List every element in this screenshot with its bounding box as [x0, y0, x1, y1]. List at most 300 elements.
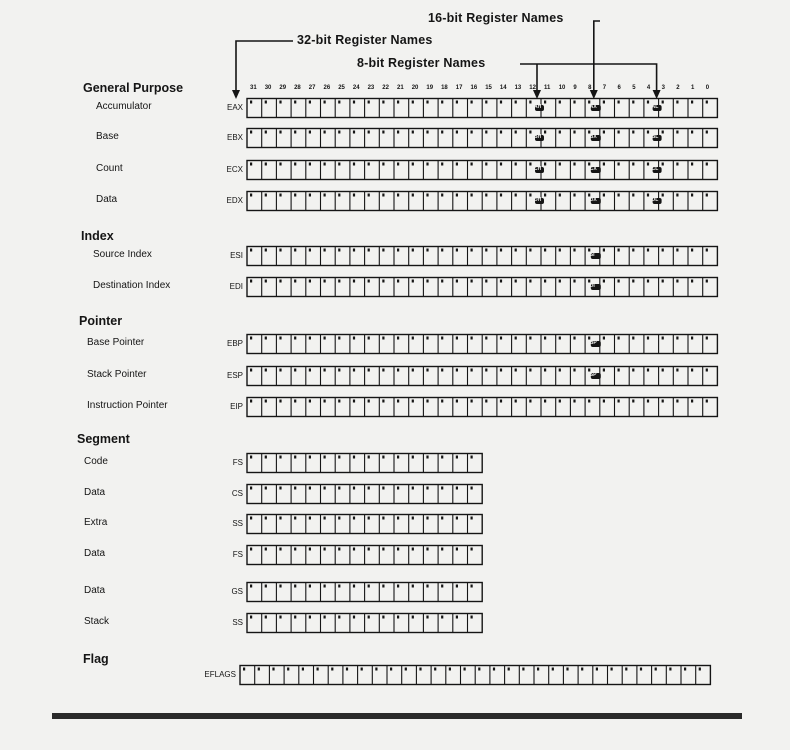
- index-row-1-register-bit-tick: [544, 249, 546, 252]
- pointer-row-2-register-bit-tick: [294, 369, 296, 372]
- callout-8-bit-names: 8-bit Register Names: [357, 56, 486, 70]
- general-purpose-row-1-register-bit-tick: [529, 101, 531, 104]
- general-purpose-row-4-register-name: EDX: [226, 196, 243, 205]
- segment-row-5-register-bit-tick: [294, 585, 296, 588]
- pointer-row-3-register-bit-tick: [618, 400, 620, 403]
- bit-number-label: 1: [691, 85, 695, 91]
- general-purpose-row-1-register-bit-tick: [515, 101, 517, 104]
- segment-row-3-register-bit-tick: [324, 517, 326, 520]
- general-purpose-row-3-register-bit-tick: [324, 163, 326, 166]
- general-purpose-row-4-register-bit-tick: [250, 194, 252, 197]
- pointer-row-3-register-bit-tick: [412, 400, 414, 403]
- general-purpose-row-2-register-bit-tick: [426, 131, 428, 134]
- general-purpose-row-4-register-bit-tick: [500, 194, 502, 197]
- bit-number-label: 6: [617, 85, 621, 91]
- segment-row-3-register-bit-tick: [397, 517, 399, 520]
- index-row-1-register-bit-tick: [412, 249, 414, 252]
- pointer-row-3-register-bit-tick: [471, 400, 473, 403]
- general-purpose-row-3-register-bit-tick: [485, 163, 487, 166]
- index-row-2-register-bit-tick: [265, 280, 267, 283]
- segment-row-1-register-bit-tick: [382, 456, 384, 459]
- flag-row-1-register-bit-tick: [478, 668, 480, 671]
- segment-row-5-register-bit-tick: [412, 585, 414, 588]
- index-row-1-register-bit-tick: [618, 249, 620, 252]
- 8bit-leader-arrow-high: [533, 90, 541, 99]
- flag-row-1-register-bit-tick: [272, 668, 274, 671]
- general-purpose-row-4-register-bit-tick: [324, 194, 326, 197]
- flag-row-1-register-bit-tick: [361, 668, 363, 671]
- index-row-1-register-bit-tick: [691, 249, 693, 252]
- general-purpose-row-4-register-bit-tick: [397, 194, 399, 197]
- flag-row-1-register-bit-tick: [287, 668, 289, 671]
- pointer-row-1-register-bit-tick: [544, 337, 546, 340]
- flag-row-1-register-bit-tick: [258, 668, 260, 671]
- pointer-row-3-register-bit-tick: [515, 400, 517, 403]
- pointer-row-3-register-bit-tick: [573, 400, 575, 403]
- footer-rule: [52, 713, 742, 719]
- general-purpose-row-2-register-bit-tick: [412, 131, 414, 134]
- bit-number-label: 5: [632, 85, 636, 91]
- flag-row-1-register-bit-tick: [581, 668, 583, 671]
- general-purpose-row-1-register-bit-tick: [441, 101, 443, 104]
- segment-row-2-register-bit-tick: [471, 487, 473, 490]
- general-purpose-row-2-register-bit-tick: [618, 131, 620, 134]
- general-purpose-row-1-register-bit-tick: [471, 101, 473, 104]
- index-row-2-register-bit-tick: [515, 280, 517, 283]
- pointer-row-3-register-bit-tick: [456, 400, 458, 403]
- flag-row-1-register-bit-tick: [493, 668, 495, 671]
- general-purpose-row-1-register-bit-tick: [632, 101, 634, 104]
- pointer-row-1-label: Base Pointer: [87, 337, 145, 348]
- segment-row-5-register-bit-tick: [382, 585, 384, 588]
- general-purpose-row-4-register-bit-tick: [544, 194, 546, 197]
- pointer-row-2-register-bit-tick: [706, 369, 708, 372]
- bit-number-label: 16: [470, 85, 478, 91]
- general-purpose-row-1-register-bit-tick: [309, 101, 311, 104]
- general-purpose-row-2-register-bit-tick: [471, 131, 473, 134]
- segment-row-4-register-bit-tick: [353, 548, 355, 551]
- general-purpose-row-4-register-bit-tick: [309, 194, 311, 197]
- general-purpose-row-1-register-bit-tick: [706, 101, 708, 104]
- flag-row-1-register-bit-tick: [508, 668, 510, 671]
- general-purpose-row-4-register-bit-tick: [662, 194, 664, 197]
- pointer-row-1-register-bit-tick: [412, 337, 414, 340]
- flag-row-1-register-bit-tick: [596, 668, 598, 671]
- general-purpose-row-1-register-bit-tick: [279, 101, 281, 104]
- segment-row-5-register-bit-tick: [426, 585, 428, 588]
- flag-row-1-register-bit-tick: [625, 668, 627, 671]
- bit-number-label: 7: [602, 85, 607, 91]
- bit-number-label: 4: [646, 85, 651, 91]
- pointer-row-2-register-bit-tick: [485, 369, 487, 372]
- pointer-row-2-register-bit-tick: [544, 369, 546, 372]
- bit-number-label: 10: [558, 85, 566, 91]
- index-row-2-register-bit-tick: [368, 280, 370, 283]
- general-purpose-row-3-register-bit-tick: [515, 163, 517, 166]
- pointer-row-1-register-bit-tick: [368, 337, 370, 340]
- general-purpose-row-4-label: Data: [96, 194, 118, 205]
- pointer-row-2-16bit-name: SP: [589, 372, 597, 378]
- general-purpose-row-1-register-bit-tick: [573, 101, 575, 104]
- 8bit-leader-line: [520, 64, 657, 96]
- index-row-1-register-bit-tick: [426, 249, 428, 252]
- general-purpose-row-2-label: Base: [96, 131, 119, 142]
- bit-number-label: 2: [676, 85, 680, 91]
- index-row-1-register-bit-tick: [441, 249, 443, 252]
- segment-row-6-register-bit-tick: [456, 616, 458, 619]
- segment-row-5-register-bit-tick: [324, 585, 326, 588]
- segment-row-1-register-bit-tick: [353, 456, 355, 459]
- segment-row-4-register-bit-tick: [265, 548, 267, 551]
- segment-row-1-register-name: FS: [232, 458, 243, 467]
- general-purpose-row-3-register-name: ECX: [226, 165, 243, 174]
- general-purpose-row-4-register-bit-tick: [485, 194, 487, 197]
- segment-row-5-register-bit-tick: [456, 585, 458, 588]
- pointer-row-1-register-bit-tick: [662, 337, 664, 340]
- flag-row-1-register-bit-tick: [419, 668, 421, 671]
- segment-row-6-register-bit-tick: [294, 616, 296, 619]
- general-purpose-row-3-register-bit-tick: [618, 163, 620, 166]
- pointer-row-1-register-bit-tick: [353, 337, 355, 340]
- segment-row-1-register-bit-tick: [265, 456, 267, 459]
- pointer-row-2-register-bit-tick: [603, 369, 605, 372]
- segment-row-6-register-bit-tick: [471, 616, 473, 619]
- general-purpose-row-2-register-bit-tick: [662, 131, 664, 134]
- pointer-row-1-register-bit-tick: [441, 337, 443, 340]
- section-title-segment: Segment: [77, 432, 130, 446]
- pointer-row-2-register-bit-tick: [353, 369, 355, 372]
- general-purpose-row-2-register-bit-tick: [691, 131, 693, 134]
- general-purpose-row-2-register-bit-tick: [559, 131, 561, 134]
- segment-row-4-register-bit-tick: [382, 548, 384, 551]
- general-purpose-row-4-register-bit-tick: [279, 194, 281, 197]
- general-purpose-row-2-register-bit-tick: [515, 131, 517, 134]
- section-title-general-purpose: General Purpose: [83, 81, 184, 95]
- index-row-1-register-bit-tick: [706, 249, 708, 252]
- segment-row-6-register-bit-tick: [279, 616, 281, 619]
- general-purpose-row-4-register-bit-tick: [441, 194, 443, 197]
- 16bit-leader-line: [594, 21, 600, 96]
- pointer-row-1-register-bit-tick: [529, 337, 531, 340]
- index-row-2-register-bit-tick: [324, 280, 326, 283]
- pointer-row-1-register-bit-tick: [471, 337, 473, 340]
- pointer-row-3-register-bit-tick: [691, 400, 693, 403]
- pointer-row-1-register-bit-tick: [500, 337, 502, 340]
- index-row-1-register-bit-tick: [471, 249, 473, 252]
- general-purpose-row-3-register-bit-tick: [279, 163, 281, 166]
- pointer-row-2-register-bit-tick: [412, 369, 414, 372]
- index-row-1-register-bit-tick: [515, 249, 517, 252]
- pointer-row-2-register-bit-tick: [500, 369, 502, 372]
- general-purpose-row-3-register-bit-tick: [294, 163, 296, 166]
- segment-row-3-register-bit-tick: [338, 517, 340, 520]
- general-purpose-row-2-register-bit-tick: [368, 131, 370, 134]
- pointer-row-3-register-bit-tick: [662, 400, 664, 403]
- general-purpose-row-3-label: Count: [96, 163, 123, 174]
- index-row-2-register-bit-tick: [632, 280, 634, 283]
- segment-row-1-register-bit-tick: [426, 456, 428, 459]
- pointer-row-3-register-bit-tick: [603, 400, 605, 403]
- general-purpose-row-3-register-bit-tick: [397, 163, 399, 166]
- general-purpose-row-2-register-bit-tick: [382, 131, 384, 134]
- flag-row-1-register-bit-tick: [243, 668, 245, 671]
- segment-row-3-register-bit-tick: [382, 517, 384, 520]
- pointer-row-3-register-bit-tick: [250, 400, 252, 403]
- index-row-2-register-bit-tick: [603, 280, 605, 283]
- segment-row-5-register-bit-tick: [353, 585, 355, 588]
- pointer-row-3-register-bit-tick: [426, 400, 428, 403]
- pointer-row-1-register-bit-tick: [485, 337, 487, 340]
- segment-row-2-register-bit-tick: [324, 487, 326, 490]
- general-purpose-row-4-register-bit-tick: [603, 194, 605, 197]
- flag-row-1-register-bit-tick: [566, 668, 568, 671]
- general-purpose-row-3-register-bit-tick: [309, 163, 311, 166]
- pointer-row-2-register-bit-tick: [573, 369, 575, 372]
- pointer-row-2-register-bit-tick: [309, 369, 311, 372]
- segment-row-3-register-bit-tick: [441, 517, 443, 520]
- pointer-row-1-register-bit-tick: [618, 337, 620, 340]
- general-purpose-row-3-high8-name: CH: [534, 166, 542, 172]
- index-row-1-register-bit-tick: [338, 249, 340, 252]
- section-title-index: Index: [81, 229, 114, 243]
- index-row-1-16bit-name: SI: [589, 252, 595, 258]
- segment-row-5-register-name: GS: [231, 587, 243, 596]
- section-title-pointer: Pointer: [79, 314, 123, 328]
- general-purpose-row-4-register-bit-tick: [632, 194, 634, 197]
- pointer-row-1-register-bit-tick: [382, 337, 384, 340]
- general-purpose-row-4-register-bit-tick: [294, 194, 296, 197]
- index-row-1-register-bit-tick: [573, 249, 575, 252]
- index-row-2-register-bit-tick: [412, 280, 414, 283]
- general-purpose-row-1-register-bit-tick: [324, 101, 326, 104]
- general-purpose-row-3-register-bit-tick: [691, 163, 693, 166]
- segment-row-6-register-bit-tick: [426, 616, 428, 619]
- 32bit-leader-arrow: [232, 90, 240, 99]
- general-purpose-row-2-register-bit-tick: [324, 131, 326, 134]
- pointer-row-3-register-bit-tick: [544, 400, 546, 403]
- segment-row-2-register-bit-tick: [426, 487, 428, 490]
- general-purpose-row-2-register-bit-tick: [706, 131, 708, 134]
- bit-number-label: 11: [544, 85, 551, 91]
- index-row-1-register-bit-tick: [647, 249, 649, 252]
- segment-row-5-register-bit-tick: [471, 585, 473, 588]
- general-purpose-row-4-register-bit-tick: [515, 194, 517, 197]
- general-purpose-row-2-register-bit-tick: [632, 131, 634, 134]
- general-purpose-row-4-high8-name: DH: [534, 197, 542, 203]
- general-purpose-row-3-register-bit-tick: [471, 163, 473, 166]
- pointer-row-3-register-bit-tick: [309, 400, 311, 403]
- segment-row-4-register-bit-tick: [324, 548, 326, 551]
- general-purpose-row-2-register-bit-tick: [309, 131, 311, 134]
- segment-row-1-label: Code: [84, 456, 108, 467]
- segment-row-3-register-name: SS: [232, 519, 243, 528]
- bit-number-label: 30: [264, 85, 272, 91]
- flag-row-1-register-bit-tick: [317, 668, 319, 671]
- pointer-row-1-register-bit-tick: [309, 337, 311, 340]
- segment-row-1-register-bit-tick: [441, 456, 443, 459]
- segment-row-2-register-bit-tick: [250, 487, 252, 490]
- general-purpose-row-1-register-bit-tick: [676, 101, 678, 104]
- index-row-1-register-bit-tick: [559, 249, 561, 252]
- pointer-row-1-register-bit-tick: [265, 337, 267, 340]
- index-row-1-register-bit-tick: [265, 249, 267, 252]
- segment-row-6-register-bit-tick: [324, 616, 326, 619]
- general-purpose-row-1-register-bit-tick: [250, 101, 252, 104]
- 8bit-leader-arrow-low: [653, 90, 661, 99]
- index-row-2-register-bit-tick: [485, 280, 487, 283]
- index-row-2-register-bit-tick: [676, 280, 678, 283]
- index-row-1-register-bit-tick: [382, 249, 384, 252]
- segment-row-2-register-bit-tick: [441, 487, 443, 490]
- general-purpose-row-1-register-bit-tick: [559, 101, 561, 104]
- segment-row-3-register-bit-tick: [265, 517, 267, 520]
- segment-row-4-register-bit-tick: [426, 548, 428, 551]
- segment-row-4-register-bit-tick: [456, 548, 458, 551]
- section-title-flag: Flag: [83, 652, 109, 666]
- segment-row-5-register-bit-tick: [309, 585, 311, 588]
- segment-row-3-register-bit-tick: [294, 517, 296, 520]
- segment-row-1-register-bit-tick: [412, 456, 414, 459]
- segment-row-2-register-bit-tick: [353, 487, 355, 490]
- flag-row-1-register-name: EFLAGS: [204, 670, 236, 679]
- bit-number-label: 8: [588, 85, 592, 91]
- flag-row-1-register-bit-tick: [302, 668, 304, 671]
- general-purpose-row-2-register-bit-tick: [544, 131, 546, 134]
- general-purpose-row-3-register-bit-tick: [632, 163, 634, 166]
- segment-row-6-register-bit-tick: [265, 616, 267, 619]
- general-purpose-row-3-register-bit-tick: [456, 163, 458, 166]
- segment-row-3-label: Extra: [84, 517, 108, 528]
- index-row-2-register-bit-tick: [647, 280, 649, 283]
- general-purpose-row-1-register-bit-tick: [603, 101, 605, 104]
- segment-row-5-register-bit-tick: [338, 585, 340, 588]
- pointer-row-2-register-bit-tick: [559, 369, 561, 372]
- segment-row-4-register-bit-tick: [368, 548, 370, 551]
- pointer-row-2-label: Stack Pointer: [87, 369, 147, 380]
- general-purpose-row-4-register-bit-tick: [353, 194, 355, 197]
- pointer-row-2-register-bit-tick: [618, 369, 620, 372]
- pointer-row-2-register-bit-tick: [515, 369, 517, 372]
- pointer-row-1-register-bit-tick: [250, 337, 252, 340]
- bit-number-label: 29: [279, 85, 287, 91]
- index-row-2-register-bit-tick: [706, 280, 708, 283]
- segment-row-3-register-bit-tick: [368, 517, 370, 520]
- pointer-row-3-register-bit-tick: [647, 400, 649, 403]
- general-purpose-row-4-register-bit-tick: [412, 194, 414, 197]
- index-row-1-register-bit-tick: [294, 249, 296, 252]
- bit-number-label: 28: [294, 85, 301, 91]
- pointer-row-3-register-bit-tick: [382, 400, 384, 403]
- segment-row-6-register-bit-tick: [368, 616, 370, 619]
- index-row-1-register-bit-tick: [309, 249, 311, 252]
- general-purpose-row-3-register-bit-tick: [338, 163, 340, 166]
- flag-row-1-register-bit-tick: [699, 668, 701, 671]
- general-purpose-row-1-register-bit-tick: [294, 101, 296, 104]
- pointer-row-2-register-bit-tick: [662, 369, 664, 372]
- bit-number-label: 19: [426, 85, 434, 91]
- general-purpose-row-3-register-bit-tick: [441, 163, 443, 166]
- general-purpose-row-2-register-bit-tick: [603, 131, 605, 134]
- flag-row-1-register-bit-tick: [375, 668, 377, 671]
- pointer-row-2-register-bit-tick: [632, 369, 634, 372]
- pointer-row-3-register-bit-tick: [397, 400, 399, 403]
- general-purpose-row-2-register-bit-tick: [397, 131, 399, 134]
- pointer-row-2-register-bit-tick: [471, 369, 473, 372]
- general-purpose-row-4-register-bit-tick: [456, 194, 458, 197]
- bit-number-label: 3: [661, 85, 665, 91]
- general-purpose-row-2-register-bit-tick: [573, 131, 575, 134]
- segment-row-3-register-bit-tick: [471, 517, 473, 520]
- pointer-row-3-register-bit-tick: [632, 400, 634, 403]
- general-purpose-row-2-register-bit-tick: [500, 131, 502, 134]
- bit-number-label: 27: [308, 85, 316, 91]
- general-purpose-row-3-register-bit-tick: [647, 163, 649, 166]
- general-purpose-row-1-label: Accumulator: [96, 101, 152, 112]
- index-row-2-register-bit-tick: [441, 280, 443, 283]
- general-purpose-row-4-register-bit-tick: [573, 194, 575, 197]
- index-row-1-register-bit-tick: [353, 249, 355, 252]
- segment-row-6-label: Stack: [84, 616, 110, 627]
- pointer-row-1-register-bit-tick: [691, 337, 693, 340]
- callout-16-bit-names: 16-bit Register Names: [428, 11, 564, 25]
- segment-row-1-register-bit-tick: [309, 456, 311, 459]
- general-purpose-row-1-register-bit-tick: [691, 101, 693, 104]
- index-row-2-register-bit-tick: [544, 280, 546, 283]
- bit-number-label: 24: [352, 85, 360, 91]
- segment-row-3-register-bit-tick: [279, 517, 281, 520]
- general-purpose-row-2-register-bit-tick: [279, 131, 281, 134]
- segment-row-5-register-bit-tick: [265, 585, 267, 588]
- general-purpose-row-1-high8-name: AH: [534, 104, 542, 110]
- general-purpose-row-2-register-bit-tick: [294, 131, 296, 134]
- pointer-row-3-register-bit-tick: [324, 400, 326, 403]
- general-purpose-row-4-register-bit-tick: [338, 194, 340, 197]
- bit-number-label: 12: [529, 85, 536, 91]
- pointer-row-3-register-bit-tick: [485, 400, 487, 403]
- general-purpose-row-2-register-bit-tick: [441, 131, 443, 134]
- pointer-row-1-register-bit-tick: [647, 337, 649, 340]
- segment-row-1-register-bit-tick: [338, 456, 340, 459]
- index-row-1-register-name: ESI: [230, 251, 243, 260]
- index-row-1-register-bit-tick: [397, 249, 399, 252]
- pointer-row-2-register-bit-tick: [324, 369, 326, 372]
- segment-row-1-register-bit-tick: [279, 456, 281, 459]
- pointer-row-1-register-bit-tick: [397, 337, 399, 340]
- pointer-row-2-register-bit-tick: [338, 369, 340, 372]
- index-row-2-register-bit-tick: [662, 280, 664, 283]
- pointer-row-3-register-bit-tick: [368, 400, 370, 403]
- general-purpose-row-2-register-bit-tick: [265, 131, 267, 134]
- segment-row-1-register-bit-tick: [456, 456, 458, 459]
- general-purpose-row-1-register-bit-tick: [485, 101, 487, 104]
- index-row-2-register-bit-tick: [279, 280, 281, 283]
- pointer-row-3-register-bit-tick: [338, 400, 340, 403]
- general-purpose-row-2-16bit-name: BX: [589, 134, 597, 140]
- index-row-2-register-bit-tick: [353, 280, 355, 283]
- general-purpose-row-1-register-bit-tick: [456, 101, 458, 104]
- segment-row-3-register-bit-tick: [250, 517, 252, 520]
- pointer-row-2-register-bit-tick: [368, 369, 370, 372]
- index-row-2-register-bit-tick: [426, 280, 428, 283]
- pointer-row-2-register-bit-tick: [691, 369, 693, 372]
- bit-number-label: 14: [499, 85, 507, 91]
- segment-row-3-register-bit-tick: [353, 517, 355, 520]
- segment-row-6-register-bit-tick: [353, 616, 355, 619]
- general-purpose-row-1-register-bit-tick: [662, 101, 664, 104]
- general-purpose-row-3-register-bit-tick: [368, 163, 370, 166]
- bit-number-label: 26: [323, 85, 331, 91]
- pointer-row-2-register-bit-tick: [382, 369, 384, 372]
